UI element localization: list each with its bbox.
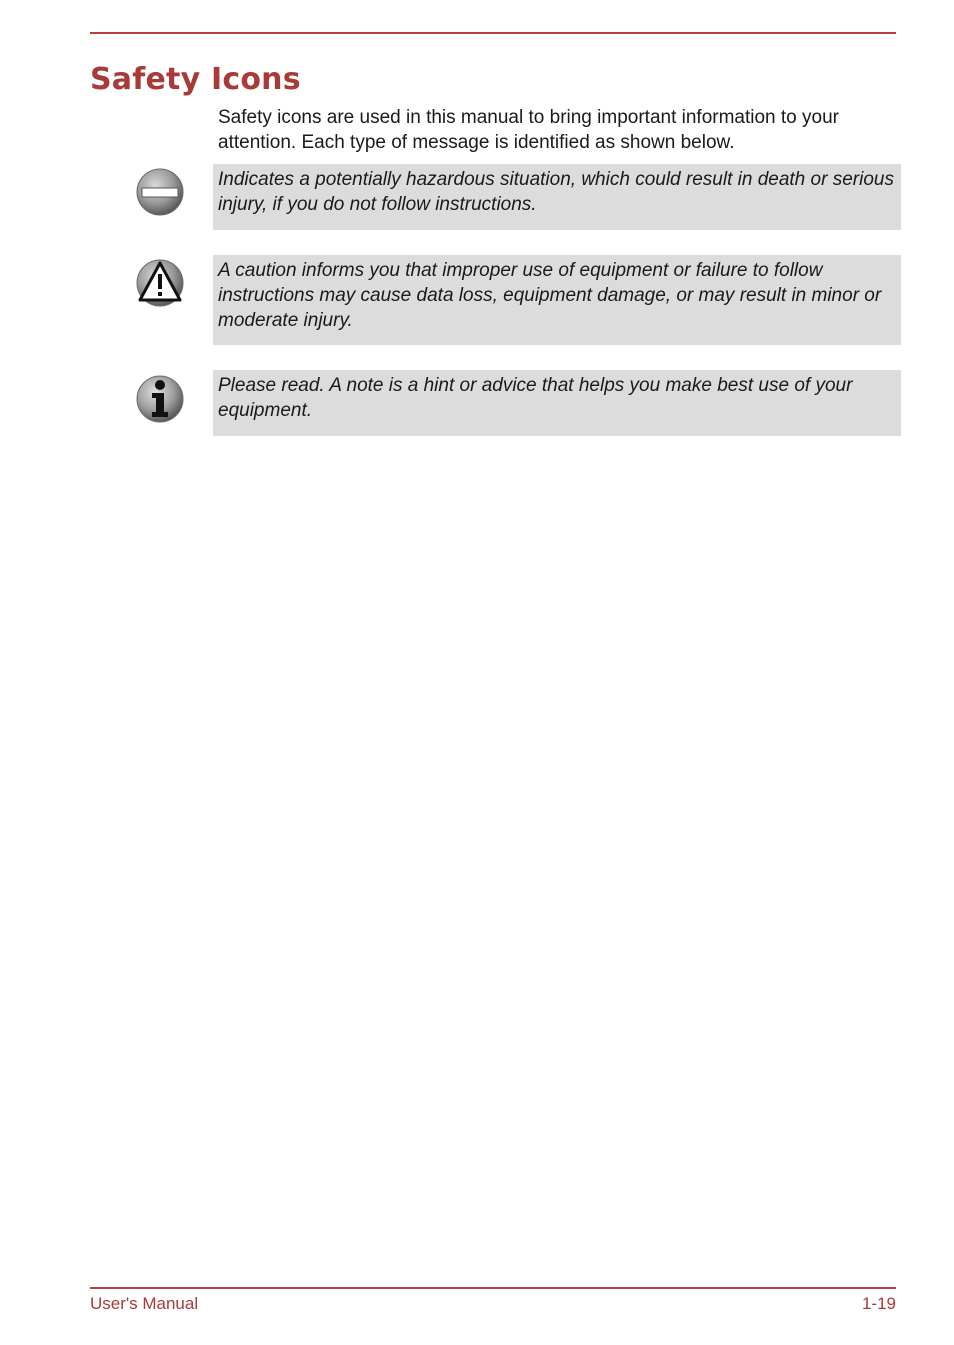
warning-notice [213, 164, 901, 230]
caution-triangle-icon [135, 258, 185, 308]
note-notice [213, 370, 901, 436]
prohibition-icon [135, 167, 185, 217]
page-title: Safety Icons [90, 62, 301, 97]
caution-notice [213, 255, 901, 345]
footer-manual-label: User's Manual [90, 1294, 199, 1313]
note-notice-text: Please read. A note is a hint or advice that helps you make best use of your equipment. [218, 375, 853, 421]
warning-notice-text: Indicates a potentially hazardous situation, which could result in death or serious injury, if you do not follow instructions. [218, 169, 894, 215]
info-icon [135, 374, 185, 424]
caution-notice-text: A caution informs you that improper use of equipment or failure to follow instructions may cause data loss, equipment damage, or may result in minor or moderate injury. [218, 260, 882, 331]
intro-paragraph: Safety icons are used in this manual to bring important information to your attention. Each type of message is identified as shown below. [218, 107, 839, 153]
header-rule [90, 32, 896, 34]
page-number: 1-19 [861, 1294, 896, 1313]
footer-rule [90, 1287, 896, 1289]
